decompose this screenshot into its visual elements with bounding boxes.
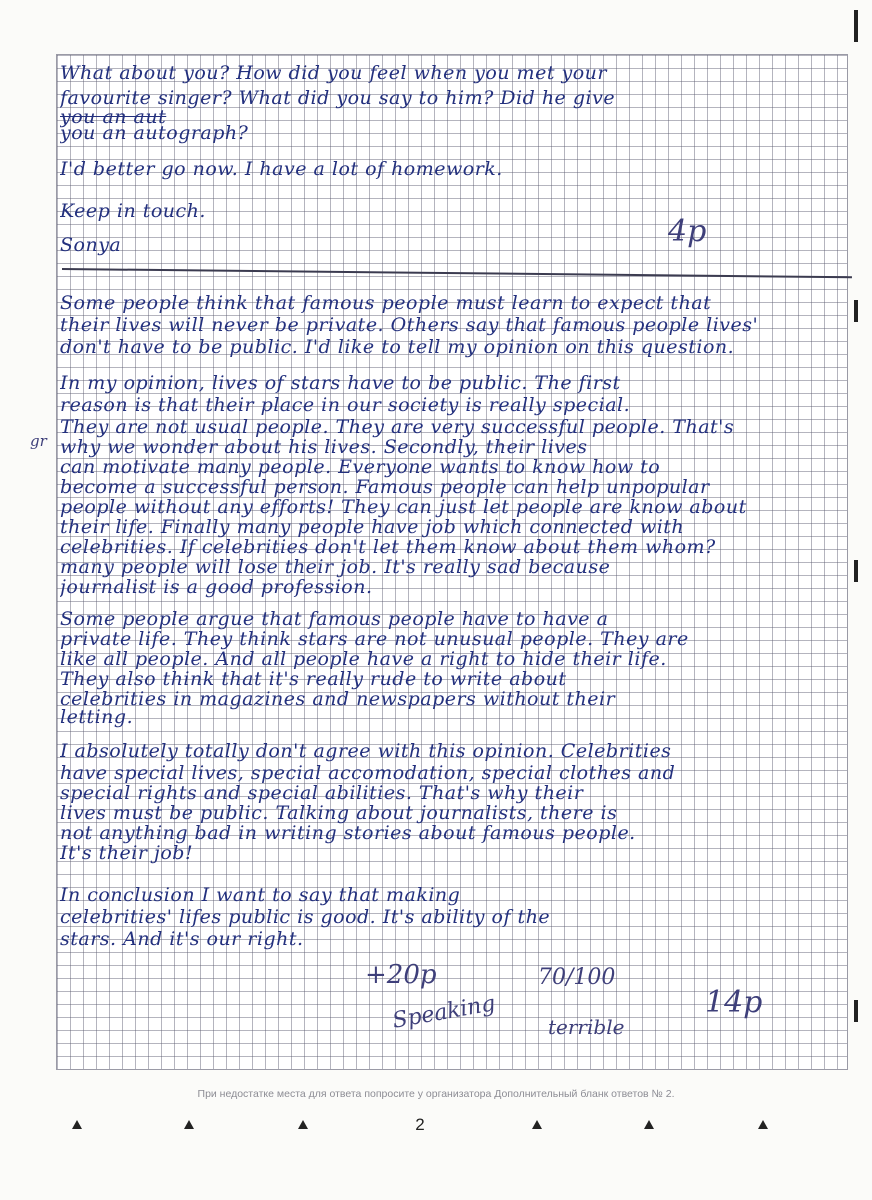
handwritten-line: reason is that their place in our society is really special.: [60, 394, 631, 416]
handwritten-line: Some people think that famous people must learn to expect that: [60, 292, 712, 314]
handwritten-line: In my opinion, lives of stars have to be public. The first: [60, 372, 621, 394]
handwritten-line: In conclusion I want to say that making: [60, 884, 461, 906]
handwritten-line: I'd better go now. I have a lot of homework.: [60, 158, 503, 180]
alignment-marker-icon: [644, 1120, 654, 1129]
alignment-marker-icon: [532, 1120, 542, 1129]
handwritten-line: many people will lose their job. It's really sad because: [60, 556, 611, 578]
letter-score: 4p: [668, 214, 707, 249]
handwritten-line: celebrities. If celebrities don't let them know about them whom?: [60, 536, 716, 558]
handwritten-line: not anything bad in writing stories about famous people.: [60, 822, 636, 844]
alignment-marker-icon: [184, 1120, 194, 1129]
handwritten-line: don't have to be public. I'd like to tell my opinion on this question.: [60, 336, 735, 358]
handwritten-line: Some people argue that famous people have to have a: [60, 608, 609, 630]
handwritten-line: their lives will never be private. Others say that famous people lives': [60, 314, 759, 336]
grader-comment: terrible: [548, 1015, 625, 1039]
alignment-marker-icon: [72, 1120, 82, 1129]
handwritten-line: favourite singer? What did you say to him? Did he give: [60, 87, 616, 109]
handwritten-signature: Sonya: [60, 234, 122, 256]
handwritten-line: journalist is a good profession.: [60, 576, 373, 598]
handwritten-line: you an autograph?: [60, 122, 249, 144]
handwritten-line: why we wonder about his lives. Secondly, their lives: [60, 436, 588, 458]
scan-mark: [854, 1000, 858, 1022]
handwritten-line: They are not usual people. They are very successful people. That's: [60, 416, 735, 438]
margin-note: gr: [30, 432, 47, 450]
handwritten-line: have special lives, special accomodation, special clothes and: [60, 762, 676, 784]
plus-score: +20p: [365, 960, 437, 990]
page-number: 2: [415, 1115, 425, 1134]
handwritten-line: I absolutely totally don't agree with this opinion. Celebrities: [60, 740, 672, 762]
scan-mark: [854, 560, 858, 582]
handwritten-line: people without any efforts! They can just let people are know about: [60, 496, 747, 518]
footer-instruction: При недостатке места для ответа попросите у организатора Дополнительный бланк ответов № 2.: [197, 1088, 675, 1100]
handwritten-line: letting.: [60, 706, 134, 728]
handwritten-line: Keep in touch.: [60, 200, 206, 222]
handwritten-line: special rights and special abilities. That's why their: [60, 782, 584, 804]
alignment-marker-icon: [758, 1120, 768, 1129]
speaking-note: Speaking: [390, 991, 498, 1034]
handwritten-line: their life. Finally many people have job which connected with: [60, 516, 685, 538]
fraction-score: 70/100: [538, 965, 616, 990]
handwritten-line: like all people. And all people have a right to hide their life.: [60, 648, 667, 670]
scan-mark: [854, 300, 858, 322]
scan-mark: [854, 10, 858, 42]
handwritten-line: can motivate many people. Everyone wants to know how to: [60, 456, 661, 478]
handwritten-line-crossed: you an aut: [60, 106, 167, 128]
handwritten-line: lives must be public. Talking about journalists, there is: [60, 802, 618, 824]
handwritten-line: It's their job!: [60, 842, 194, 864]
handwritten-line: private life. They think stars are not unusual people. They are: [60, 628, 689, 650]
handwritten-line: celebrities in magazines and newspapers without their: [60, 688, 616, 710]
alignment-marker-icon: [298, 1120, 308, 1129]
handwritten-line: stars. And it's our right.: [60, 928, 304, 950]
handwritten-line: become a successful person. Famous people can help unpopular: [60, 476, 710, 498]
essay-score: 14p: [705, 985, 763, 1020]
handwritten-line: They also think that it's really rude to write about: [60, 668, 567, 690]
handwritten-line: What about you? How did you feel when you met your: [60, 62, 607, 84]
handwritten-line: celebrities' lifes public is good. It's ability of the: [60, 906, 551, 928]
